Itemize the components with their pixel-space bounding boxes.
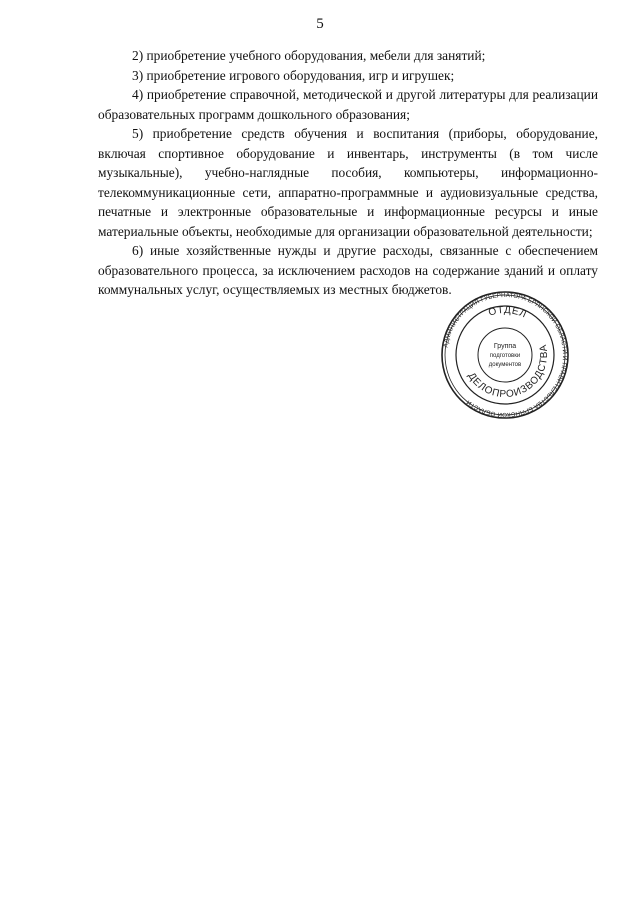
paragraph-item-3: 3) приобретение игрового оборудования, игр и игрушек; — [132, 67, 455, 83]
stamp-outer-ring-text: АДМИНИСТРАЦИЯ ГУБЕРНАТОРА БРЯНСКОЙ ОБЛАСТИ И ПРАВИТЕЛЬСТВА БРЯНСКОЙ ОБЛАСТИ — [442, 291, 569, 419]
svg-text:ОТДЕЛ — [487, 305, 528, 321]
paragraph-item-5: 5) приобретение средств обучения и воспитания (приборы, оборудование, включая спортивное оборудование и инвентарь, инструменты (в том числе музыкальные), учебно-наглядные пособия, компьютеры, информационно-телекоммуникационные сети, аппаратно-программные и аудиовизуальные средства, печатные и электронные образовательные и информационные ресурсы и иные материальные объекты, необходимые для организации образовательной деятельности; — [98, 126, 598, 239]
stamp-center-line-1: Группа — [493, 343, 517, 350]
stamp-center-line-2: подготовки — [489, 353, 521, 359]
stamp-inner-ring-text: ДЕЛОПРОИЗВОДСТВА — [465, 343, 551, 401]
stamp-center-line-3: документов — [488, 362, 522, 368]
paragraph-item-4: 4) приобретение справочной, методической и другой литературы для реализации образовательных программ дошкольного образования; — [98, 87, 598, 122]
document-body — [98, 46, 598, 300]
paragraph-item-6: 6) иные хозяйственные нужды и другие расходы, связанные с обеспечением образовательного процесса, за исключением расходов на содержание зданий и оплату коммунальных услуг, осуществляемых из местных бюджетов. — [98, 243, 598, 297]
official-stamp — [440, 290, 570, 420]
stamp-top-word: ОТДЕЛ — [487, 304, 529, 321]
page-number: 5 — [316, 16, 324, 32]
paragraph-item-2: 2) приобретение учебного оборудования, мебели для занятий; — [132, 48, 486, 63]
